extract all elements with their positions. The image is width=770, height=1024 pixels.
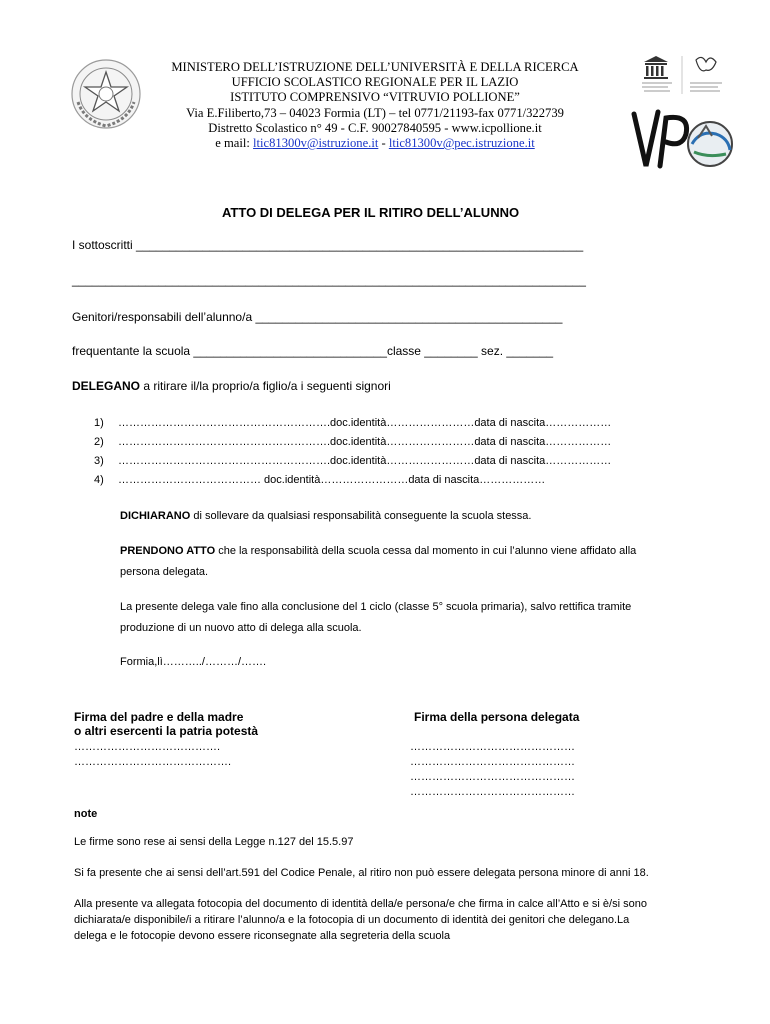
delegate-field-3[interactable]: ………………………………………………….doc.identità……………………data di nascita……………… (118, 455, 612, 467)
ministry-line: MINISTERO DELL’ISTRUZIONE DELL’UNIVERSITÀ E DELLA RICERCA (171, 60, 579, 74)
genitori-field[interactable]: Genitori/responsabili dell’alunno/a ______________________________________________ (72, 310, 563, 324)
parents-signature-line-1[interactable]: …………………………………. (74, 741, 221, 753)
delegate-signature-line-3[interactable]: ……………………………………… (410, 771, 575, 783)
notes-heading: note (74, 808, 98, 820)
frequentante-field[interactable]: frequentante la scuola _____________________________classe ________ sez. _______ (72, 344, 554, 358)
delegate-signature-line-1[interactable]: ……………………………………… (410, 741, 575, 753)
email-line: e mail: ltic81300v@istruzione.it - ltic81300v@pec.istruzione.it (215, 136, 535, 151)
school-header (150, 60, 600, 151)
delegate-field-4[interactable]: ………………………………… doc.identità……………………data di nascita……………… (118, 474, 546, 486)
prendono-atto-continuation: persona delegata. (120, 566, 209, 578)
delegate-signature-line-2[interactable]: ……………………………………… (410, 756, 575, 768)
delegate-signature-line-4[interactable]: ……………………………………… (410, 786, 575, 798)
delegate-number-1: 1) (94, 417, 104, 429)
unesco-logo-icon (638, 52, 728, 98)
prendono-atto-paragraph: PRENDONO ATTO che la responsabilità della scuola cessa dal momento in cui l’alunno viene affidato alla (120, 545, 637, 557)
validity-continuation: produzione di un nuovo atto di delega alla scuola. (120, 622, 362, 634)
dichiarano-paragraph: DICHIARANO di sollevare da qualsiasi responsabilità conseguente la scuola stessa. (120, 510, 532, 522)
sottoscritti-continuation-field[interactable]: _____________________________________________________________________________ (72, 273, 586, 287)
parents-signature-subtitle: o altri esercenti la patria potestà (74, 724, 259, 738)
delegate-signature-title: Firma della persona delegata (414, 710, 580, 724)
note-signatures-law: Le firme sono rese ai sensi della Legge n.127 del 15.5.97 (74, 836, 354, 848)
pec-email-link[interactable]: ltic81300v@pec.istruzione.it (388, 136, 535, 151)
document-title: ATTO DI DELEGA PER IL RITIRO DELL’ALUNNO (222, 205, 520, 220)
place-date-field[interactable]: Formia,lì………../………/……. (120, 656, 267, 668)
parents-signature-line-2[interactable]: ……………………………………. (74, 756, 232, 768)
delegate-field-2[interactable]: ………………………………………………….doc.identità……………………data di nascita……………… (118, 436, 612, 448)
delegate-field-1[interactable]: ………………………………………………….doc.identità……………………data di nascita……………… (118, 417, 612, 429)
delegano-label: DELEGANO (72, 379, 141, 393)
email-link[interactable]: ltic81300v@istruzione.it (253, 136, 379, 151)
delegano-line: DELEGANO a ritirare il/la proprio/a figlio/a i seguenti signori (72, 379, 391, 393)
school-name-line: ISTITUTO COMPRENSIVO “VITRUVIO POLLIONE” (230, 90, 520, 105)
vp-school-logo-icon (628, 100, 738, 178)
note-minor-restriction: Si fa presente che ai sensi dell’art.591 del Codice Penale, al ritiro non può essere delegata persona minore di anni 18. (74, 867, 649, 879)
validity-paragraph: La presente delega vale fino alla conclusione del 1 ciclo (classe 5° scuola primaria), salvo rettifica tramite (120, 601, 632, 613)
note-attachments-line-2: dichiarata/e disponibile/i a ritirare l’alunno/a e la fotocopia di un documento di identità dei genitori che delegano.La (74, 914, 630, 926)
note-attachments-line-3: delega e le fotocopie devono essere riconsegnate alla segreteria della scuola (74, 930, 451, 942)
parents-signature-title: Firma del padre e della madre (74, 710, 244, 724)
regional-office-line: UFFICIO SCOLASTICO REGIONALE PER IL LAZIO (231, 75, 519, 90)
delegate-number-4: 4) (94, 474, 104, 486)
sottoscritti-field[interactable]: I sottoscritti ___________________________________________________________________ (72, 238, 584, 252)
district-line: Distretto Scolastico n° 49 - C.F. 90027840595 - www.icpollione.it (208, 120, 542, 135)
address-line: Via E.Filiberto,73 – 04023 Formia (LT) – tel 0771/21193-fax 0771/322739 (186, 105, 564, 120)
note-attachments-line-1: Alla presente va allegata fotocopia del documento di identità della/e persona/e che firma in calce all’Atto e si è/si sono (74, 898, 647, 910)
delegate-number-3: 3) (94, 455, 104, 467)
italian-republic-emblem-icon (70, 58, 142, 130)
delegate-number-2: 2) (94, 436, 104, 448)
